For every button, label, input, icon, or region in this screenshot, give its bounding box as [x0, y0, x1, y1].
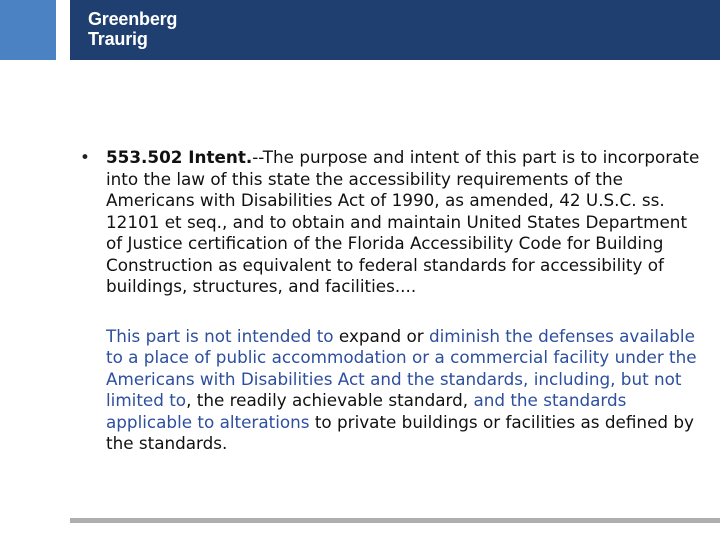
- plain-text-1: expand or: [333, 325, 429, 346]
- accent-strip: [0, 0, 56, 60]
- footer-divider: [70, 518, 720, 523]
- highlighted-text-3: and the standards applicable to alterations: [106, 390, 627, 432]
- plain-text-3: to private buildings or facilities as defined by the standards.: [106, 411, 694, 453]
- bullet-icon: •: [80, 147, 90, 167]
- highlighted-text-1: This part is not intended to: [106, 325, 334, 346]
- statute-paragraph-scope: [80, 326, 706, 455]
- section-heading: 553.502 Intent.: [106, 147, 253, 167]
- greenberg-traurig-logo: [88, 9, 177, 49]
- intent-text: --The purpose and intent of this part is to incorporate into the law of this state the accessibility requirements of the Americans with Disabilities Act of 1990, as amended, 42 U.S.C. ss. 12101 et seq., and to obtain and maintain United States Department of Justice certification of the Florida Accessibility Code for Building Construction as equivalent to federal standards for accessibility of buildings, structures, and facilities....: [106, 147, 700, 296]
- statute-paragraph-intent: [80, 147, 706, 298]
- slide-content: [80, 147, 706, 455]
- logo-line-2: Traurig: [88, 29, 148, 49]
- highlighted-text-2: diminish the defenses available to a place of public accommodation or a commercial facility under the Americans with Disabilities Act and the standards, including, but not limited to: [106, 325, 697, 410]
- logo-line-1: Greenberg: [88, 9, 178, 29]
- header-bar: [70, 0, 720, 60]
- plain-text-2: , the readily achievable standard,: [186, 390, 474, 410]
